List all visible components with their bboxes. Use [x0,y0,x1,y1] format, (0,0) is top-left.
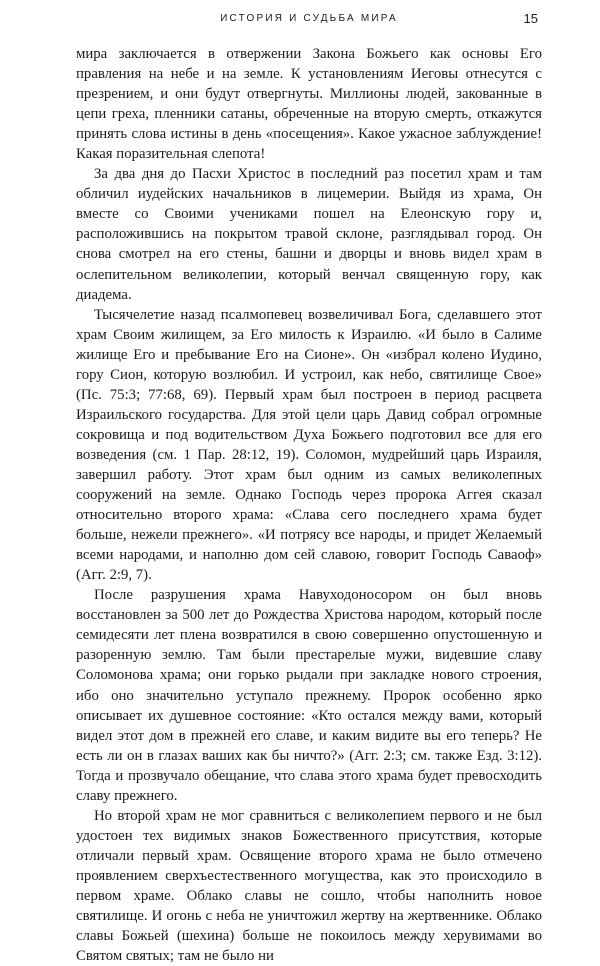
paragraph-4: После разрушения храма Навуходоносором он был вновь восстановлен за 500 лет до Рождества Христова народом, который после семидесяти лет плена возвратился в свою совершенно опустошенную и разоренную землю. Там были престарелые мужи, видевшие славу Соломонова храма; они горько рыдали при закладке нового строения, ибо оно значительно уступало прежнему. Пророк особенно ярко описывает их душевное состояние: «Кто остался между вами, который видел этот дом в прежней его славе, и каким видите вы его теперь? Не есть ли он в глазах ваших как бы ничто?» (Агг. 2:3; см. также Езд. 3:12). Тогда и прозвучало обещание, что слава этого храма будет превосходить славу прежнего. [76,587,542,804]
body-text [76,44,542,966]
running-head [76,10,542,30]
running-title: ИСТОРИЯ И СУДЬБА МИРА [220,13,398,24]
paragraph-5: Но второй храм не мог сравниться с великолепием первого и не был удостоен тех видимых знаков Божественного присутствия, которые отличали первый храм. Освящение второго храма не было отмечено проявлением сверхъестественного могущества, как это происходило в первом храме. Облако славы не сошло, чтобы наполнить новое святилище. И огонь с неба не уничтожил жертву на жертвеннике. Облако славы Божьей (шехина) больше не покоилось между херувимами во Святом святых; там не было ни [76,807,542,965]
paragraph-2: За два дня до Пасхи Христос в последний раз посетил храм и там обличил иудейских начальников в лицемерии. Выйдя из храма, Он вместе со Своими учениками пошел на Елеонскую гору и, расположившись на покрытом травой склоне, разглядывал город. Он снова смотрел на его стены, башни и дворцы и вновь видел храм в ослепительном великолепии, который венчал священную гору, как диадема. [76,166,542,303]
paragraph-3: Тысячелетие назад псалмопевец возвеличивал Бога, сделавшего этот храм Своим жилищем, за Его милость к Израилю. «И было в Салиме жилище Его и пребывание Его на Сионе». Он «избрал колено Иудино, гору Сион, которую возлюбил. И устроил, как небо, святилище Свое» (Пс. 75:3; 77:68, 69). Первый храм был построен в период расцвета Израильского государства. Для этой цели царь Давид собрал огромные сокровища и под водительством Духа Божьего подготовил все для его возведения (см. 1 Пар. 28:12, 19). Соломон, мудрейший царь Израиля, завершил работу. Этот храм был одним из самых великолепных сооружений на земле. Однако Господь через пророка Аггея сказал относительно второго храма: «Слава сего последнего храма будет больше, нежели прежнего». «И потрясу все народы, и придет Желаемый всеми народами, и наполню дом сей славою, говорит Господь Саваоф» (Агг. 2:9, 7). [76,306,542,584]
page-number: 15 [523,11,538,26]
paragraph-1: мира заключается в отвержении Закона Божьего как основы Его правления на небе и на земле. К установлениям Иеговы отнесутся с презрением, и они будут отвергнуты. Миллионы людей, закованные в цепи греха, пленники сатаны, обреченные на вторую смерть, откажутся принять слова истины в день «посещения». Какое ужасное заблуждение! Какая поразительная слепота! [76,46,542,163]
